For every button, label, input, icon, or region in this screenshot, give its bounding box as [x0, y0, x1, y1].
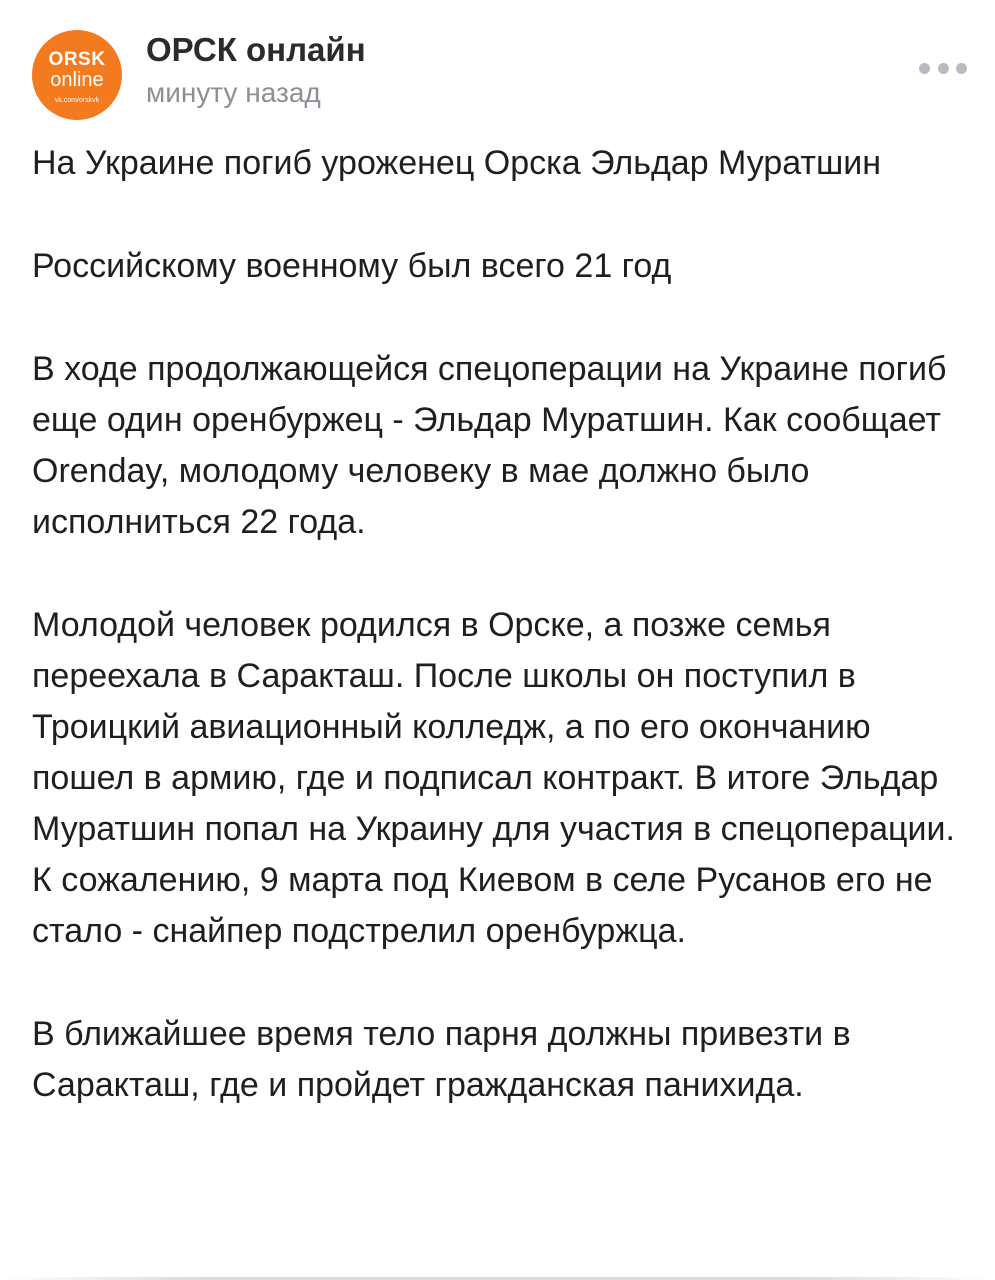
- post-paragraph-headline: На Украине погиб уроженец Орска Эльдар Муратшин: [32, 144, 882, 182]
- more-horizontal-icon: [919, 63, 930, 74]
- author-name[interactable]: ОРСК онлайн: [146, 31, 366, 68]
- more-horizontal-icon-dot: [938, 63, 949, 74]
- avatar-logo-line1: ORSK: [48, 49, 106, 70]
- post-paragraph: В ближайшее время тело парня должны привезти в Саракташ, где и пройдет гражданская панихида.: [32, 1015, 851, 1104]
- post-paragraph: Молодой человек родился в Орске, а позже семья переехала в Саракташ. После школы он поступил в Троицкий авиационный колледж, а по его окончанию пошел в армию, где и подписал контракт. В итоге Эльдар Муратшин попал на Украину для участия в спецоперации. К сожалению, 9 марта под Киевом в селе Русанов его не стало - снайпер подстрелил оренбуржца.: [32, 606, 955, 950]
- post-paragraph-subtitle: Российскому военному был всего 21 год: [32, 247, 672, 285]
- community-avatar[interactable]: [32, 30, 122, 120]
- post-paragraph: В ходе продолжающейся спецоперации на Украине погиб еще один оренбуржец - Эльдар Муратшин. Как сообщает Orenday, молодому человеку в мае должно было исполниться 22 года.: [32, 350, 947, 541]
- more-horizontal-icon-dot: [956, 63, 967, 74]
- avatar-logo-line2: online: [50, 69, 104, 91]
- post-text: [32, 138, 967, 1111]
- post-header: [32, 28, 967, 112]
- post-timestamp[interactable]: минуту назад: [146, 77, 321, 108]
- avatar-logo-line3: vk.com/orskvk: [54, 97, 100, 104]
- more-options-button[interactable]: [919, 58, 967, 78]
